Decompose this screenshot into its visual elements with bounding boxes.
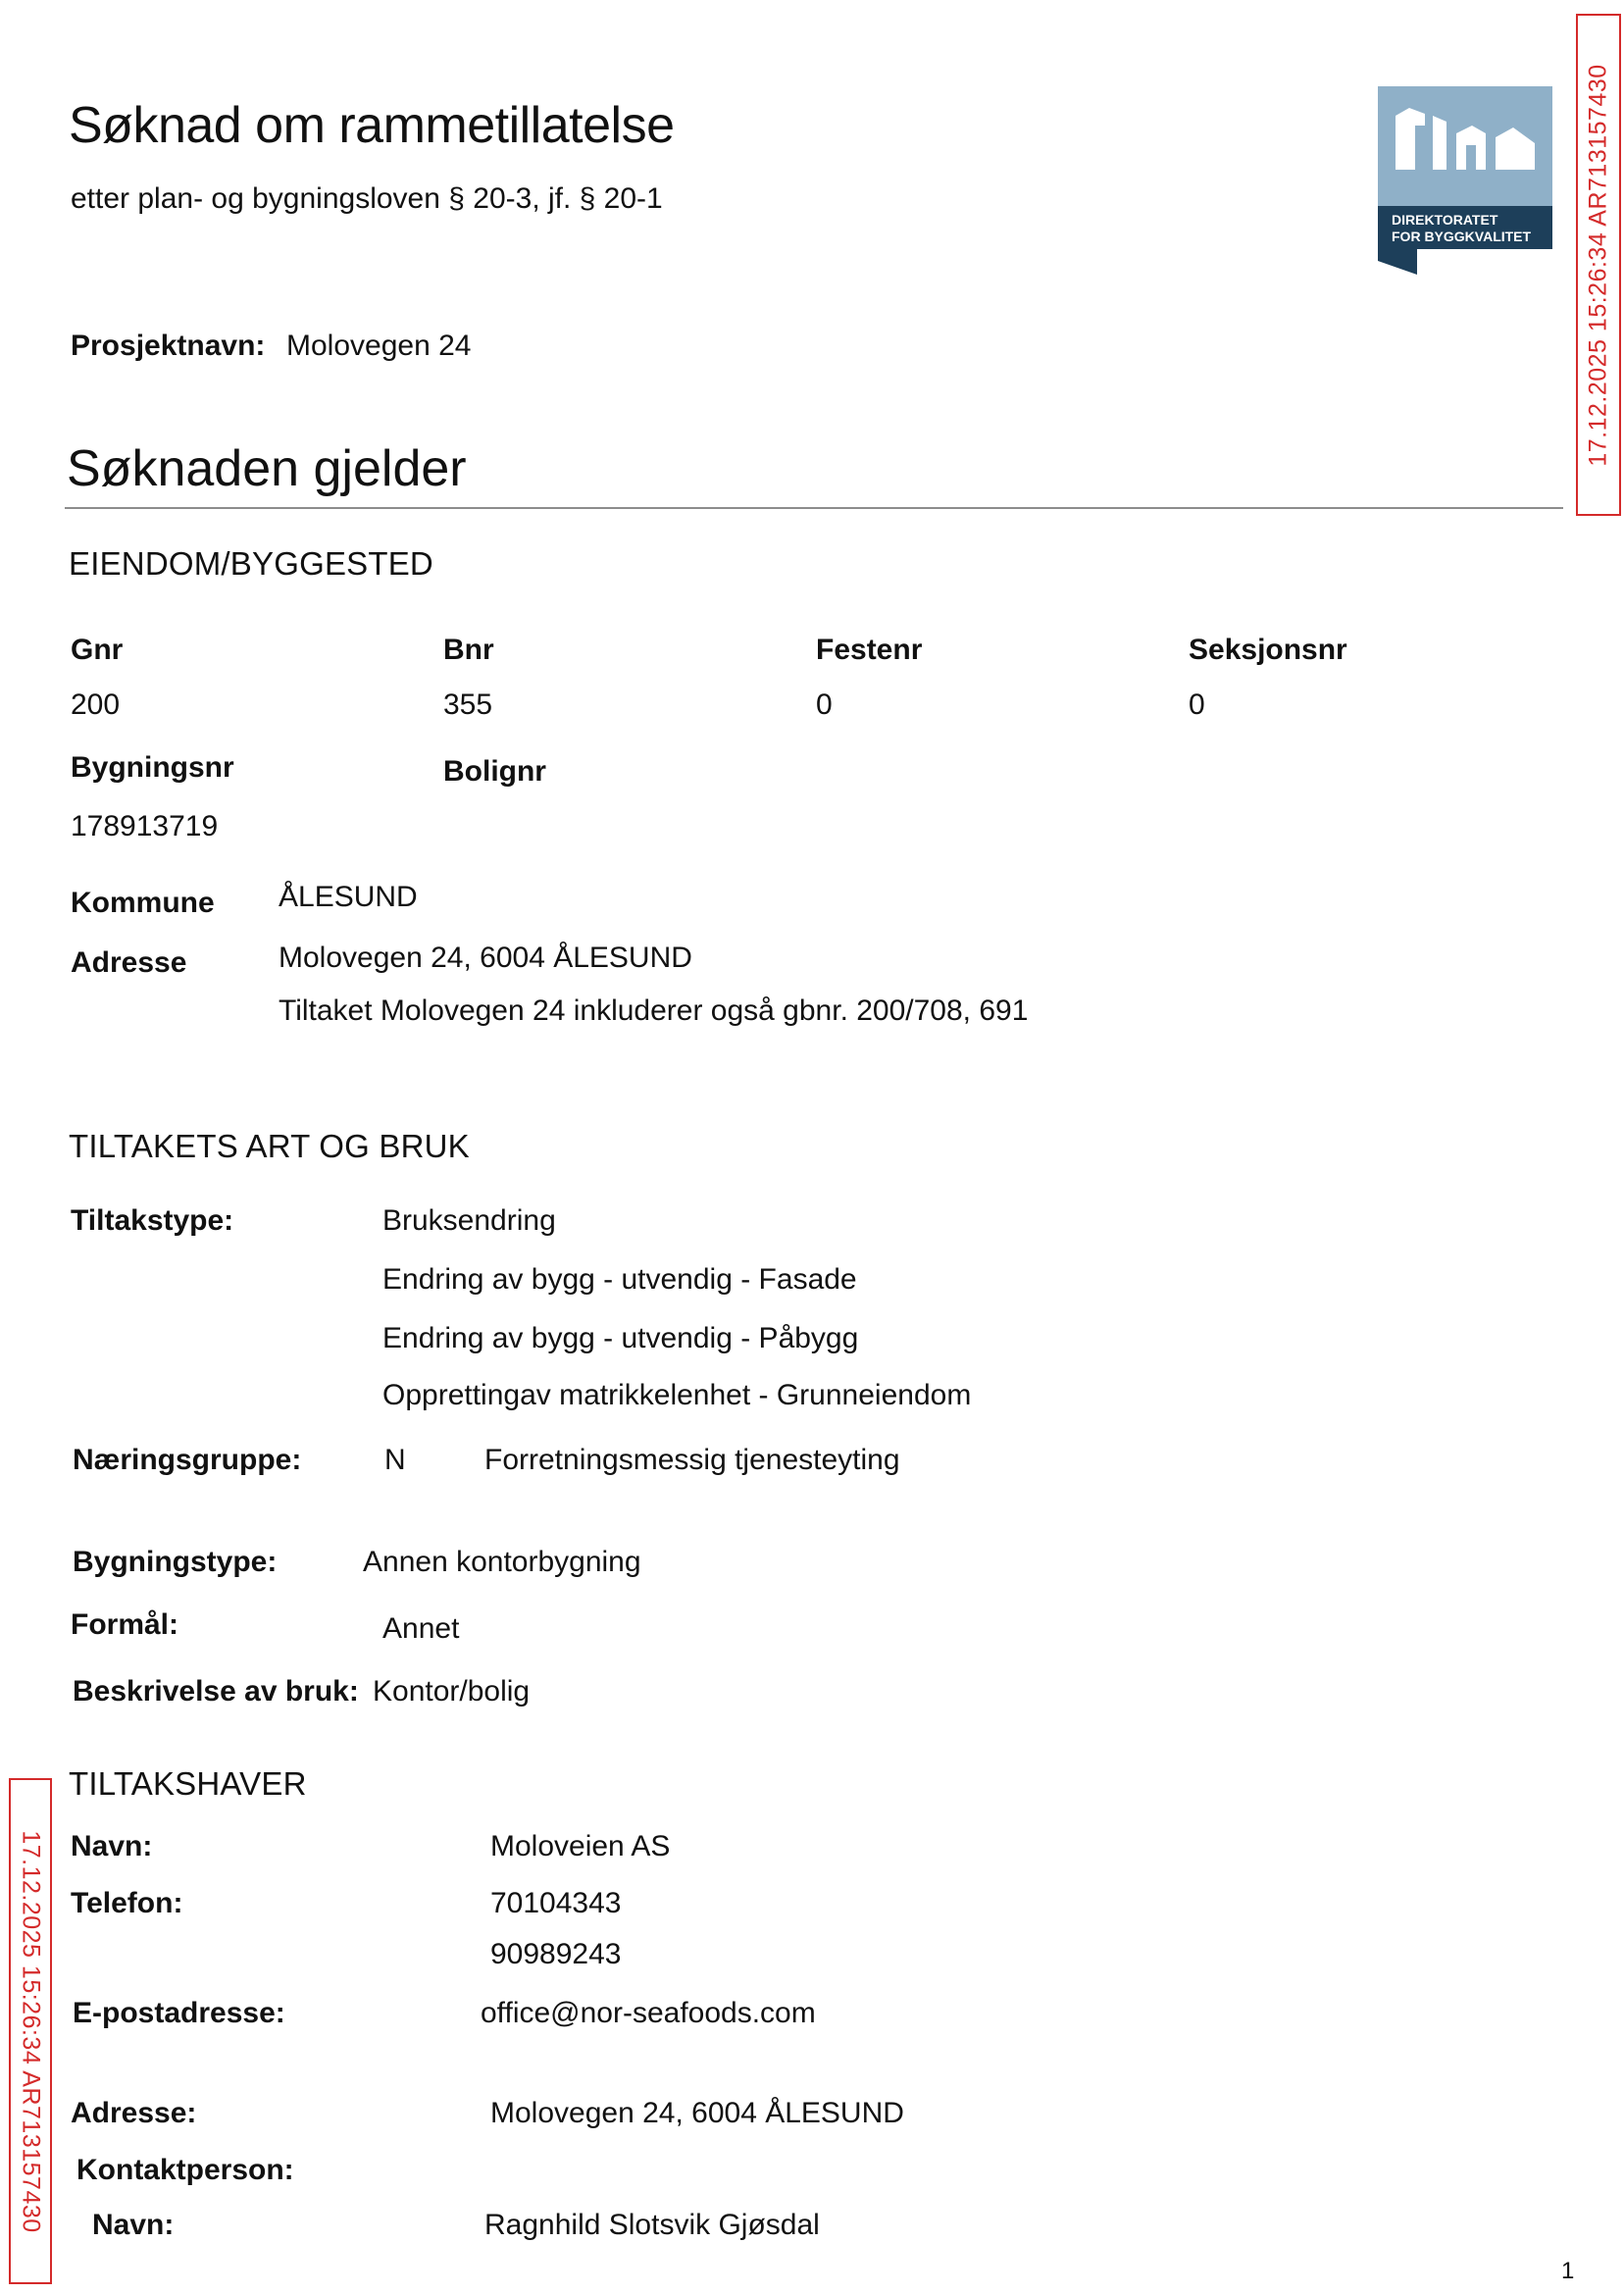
seksjonsnr-value: 0 [1189,688,1205,721]
section-title: Søknaden gjelder [67,440,467,497]
page-number: 1 [1561,2258,1575,2284]
section-divider [65,507,1563,509]
tiltakshaver-adresse-label: Adresse: [71,2097,197,2129]
dibk-logo [1378,86,1552,275]
naeringsgruppe-code: N [384,1444,406,1476]
tiltakshaver-heading: TILTAKSHAVER [69,1765,307,1802]
bnr-value: 355 [443,688,493,721]
tiltakstype-item: Endring av bygg - utvendig - Påbygg [382,1322,859,1354]
epost-value: office@nor-seafoods.com [481,1997,816,2029]
bygningsnr-label: Bygningsnr [71,751,234,784]
registration-stamp-top [1576,14,1621,516]
tiltak-heading: TILTAKETS ART OG BRUK [69,1128,470,1164]
stamp-text: 17.12.2025 15:26:34 AR713157430 [17,1829,45,2233]
tiltakstype-label: Tiltakstype: [71,1204,234,1237]
tiltakshaver-navn-value: Moloveien AS [490,1830,671,1862]
telefon-value-2: 90989243 [490,1938,622,1970]
tiltakshaver-navn-label: Navn: [71,1830,153,1862]
naeringsgruppe-value: Forretningsmessig tjenesteyting [484,1444,900,1476]
gnr-label: Gnr [71,634,124,666]
stamp-text: 17.12.2025 15:26:34 AR713157430 [1584,63,1612,467]
tiltakstype-item: Bruksendring [382,1204,556,1237]
tiltakshaver-adresse-value: Molovegen 24, 6004 ÅLESUND [490,2097,904,2129]
project-name-value: Molovegen 24 [286,330,472,362]
bnr-label: Bnr [443,634,494,666]
adresse-value: Molovegen 24, 6004 ÅLESUND [279,942,692,974]
tiltakstype-item: Opprettingav matrikkelenhet - Grunneiendom [382,1379,972,1411]
seksjonsnr-label: Seksjonsnr [1189,634,1347,666]
kommune-value: ÅLESUND [279,881,418,913]
telefon-label: Telefon: [71,1887,183,1919]
gnr-value: 200 [71,688,121,721]
festenr-label: Festenr [816,634,923,666]
dibk-logo-icon [1378,86,1552,275]
formal-value: Annet [382,1612,460,1645]
document-subtitle: etter plan- og bygningsloven § 20-3, jf. § 20-1 [71,182,663,215]
bygningsnr-value: 178913719 [71,810,219,842]
project-name-label: Prosjektnavn: [71,330,266,362]
logo-text-line1: DIREKTORATET [1392,212,1498,228]
bygningstype-label: Bygningstype: [73,1546,278,1578]
document-title: Søknad om rammetillatelse [69,97,675,154]
beskrivelse-label: Beskrivelse av bruk: [73,1675,359,1708]
epost-label: E-postadresse: [73,1997,285,2029]
adresse-note: Tiltaket Molovegen 24 inkluderer også gbnr. 200/708, 691 [279,994,1029,1027]
festenr-value: 0 [816,688,833,721]
eiendom-heading: EIENDOM/BYGGESTED [69,545,433,582]
beskrivelse-value: Kontor/bolig [373,1675,531,1708]
kontaktperson-label: Kontaktperson: [76,2154,294,2186]
adresse-label: Adresse [71,946,187,979]
formal-label: Formål: [71,1608,179,1641]
kontakt-navn-label: Navn: [92,2209,175,2241]
bygningstype-value: Annen kontorbygning [363,1546,641,1578]
bolignr-label: Bolignr [443,755,546,788]
telefon-value: 70104343 [490,1887,622,1919]
kontakt-navn-value: Ragnhild Slotsvik Gjøsdal [484,2209,820,2241]
naeringsgruppe-label: Næringsgruppe: [73,1444,302,1476]
kommune-label: Kommune [71,887,215,919]
tiltakstype-item: Endring av bygg - utvendig - Fasade [382,1263,857,1296]
logo-text-line2: FOR BYGGKVALITET [1392,229,1532,244]
registration-stamp-bottom [9,1778,52,2284]
